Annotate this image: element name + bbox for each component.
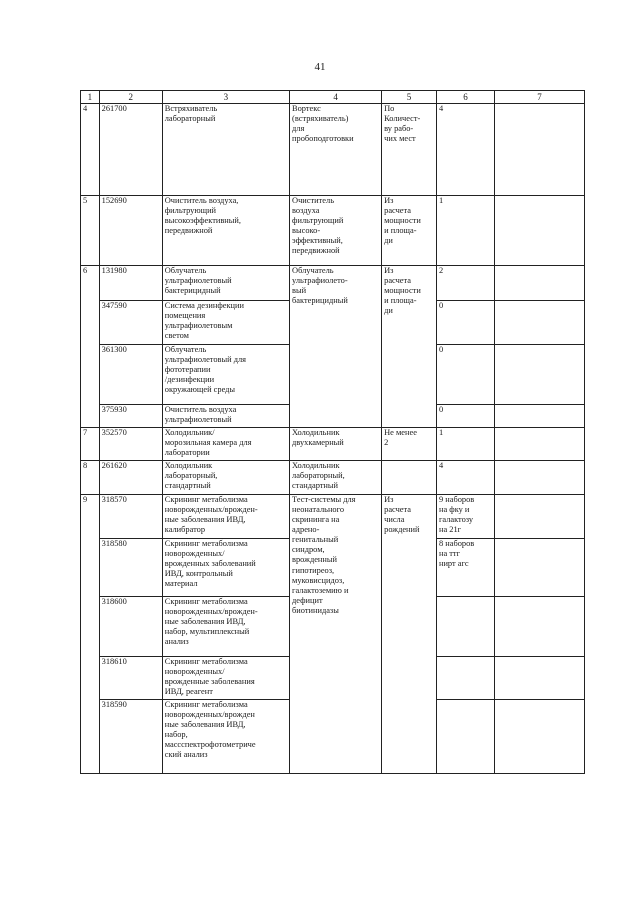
note-cell bbox=[494, 597, 584, 657]
basis-cell: Не менее 2 bbox=[382, 428, 437, 461]
description-cell: Вортекс (встряхиватель) для пробоподготовки bbox=[290, 104, 382, 196]
table-row bbox=[81, 461, 585, 495]
header-cell: 4 bbox=[290, 91, 382, 104]
description-cell: Облучатель ультрафиолето- вый бактерицидный bbox=[290, 266, 382, 428]
description-cell: Очиститель воздуха фильтрующий высоко- эффективный, передвижной bbox=[290, 196, 382, 266]
description-cell: Тест-системы для неонатального скрининга на адрено- генитальный синдром, врожденный гипотиреоз, муковисцидоз, галактоземию и дефицит биотинидазы bbox=[290, 495, 382, 774]
code-cell: 352570 bbox=[99, 428, 162, 461]
note-cell bbox=[494, 345, 584, 405]
code-cell: 375930 bbox=[99, 405, 162, 428]
description-cell: Холодильник двухкамерный bbox=[290, 428, 382, 461]
code-cell: 318590 bbox=[99, 700, 162, 774]
page-number: 41 bbox=[314, 61, 326, 73]
item-number-cell: 7 bbox=[81, 428, 100, 461]
table-row bbox=[81, 495, 585, 539]
note-cell bbox=[494, 539, 584, 597]
quantity-cell: 8 наборов на ттг нирт агс bbox=[436, 539, 494, 597]
name-cell: Скрининг метаболизма новорожденных/ врожденных заболеваний ИВД, контрольный материал bbox=[162, 539, 289, 597]
note-cell bbox=[494, 428, 584, 461]
name-cell: Холодильник лабораторный, стандартный bbox=[162, 461, 289, 495]
quantity-cell bbox=[436, 597, 494, 657]
code-cell: 152690 bbox=[99, 196, 162, 266]
name-cell: Скрининг метаболизма новорожденных/врожден- ные заболевания ИВД, набор, мультиплексный анализ bbox=[162, 597, 289, 657]
table-header-row bbox=[81, 91, 585, 104]
name-cell: Скрининг метаболизма новорожденных/врожден- ные заболевания ИВД, калибратор bbox=[162, 495, 289, 539]
note-cell bbox=[494, 495, 584, 539]
code-cell: 347590 bbox=[99, 301, 162, 345]
name-cell: Облучатель ультрафиолетовый бактерицидный bbox=[162, 266, 289, 301]
name-cell: Встряхиватель лабораторный bbox=[162, 104, 289, 196]
item-number-cell: 4 bbox=[81, 104, 100, 196]
code-cell: 318580 bbox=[99, 539, 162, 597]
code-cell: 361300 bbox=[99, 345, 162, 405]
quantity-cell: 9 наборов на фку и галактозу на 21г bbox=[436, 495, 494, 539]
name-cell: Холодильник/ морозильная камера для лаборатории bbox=[162, 428, 289, 461]
note-cell bbox=[494, 196, 584, 266]
quantity-cell bbox=[436, 657, 494, 700]
code-cell: 318570 bbox=[99, 495, 162, 539]
basis-cell: Из расчета числа рождений bbox=[382, 495, 437, 774]
header-cell: 2 bbox=[99, 91, 162, 104]
quantity-cell: 0 bbox=[436, 405, 494, 428]
item-number-cell: 5 bbox=[81, 196, 100, 266]
note-cell bbox=[494, 266, 584, 301]
quantity-cell: 1 bbox=[436, 196, 494, 266]
basis-cell: Из расчета мощности и площа- ди bbox=[382, 196, 437, 266]
name-cell: Скрининг метаболизма новорожденных/ врожденные заболевания ИВД, реагент bbox=[162, 657, 289, 700]
equipment-table bbox=[80, 90, 585, 774]
table-row bbox=[81, 104, 585, 196]
name-cell: Очиститель воздуха ультрафиолетовый bbox=[162, 405, 289, 428]
header-cell: 7 bbox=[494, 91, 584, 104]
code-cell: 261700 bbox=[99, 104, 162, 196]
note-cell bbox=[494, 104, 584, 196]
name-cell: Облучатель ультрафиолетовый для фототерапии /дезинфекции окружающей среды bbox=[162, 345, 289, 405]
header-cell: 3 bbox=[162, 91, 289, 104]
code-cell: 318600 bbox=[99, 597, 162, 657]
note-cell bbox=[494, 461, 584, 495]
table-row bbox=[81, 266, 585, 301]
item-number-cell: 6 bbox=[81, 266, 100, 428]
header-cell: 1 bbox=[81, 91, 100, 104]
name-cell: Система дезинфекции помещения ультрафиолетовым светом bbox=[162, 301, 289, 345]
note-cell bbox=[494, 301, 584, 345]
note-cell bbox=[494, 657, 584, 700]
note-cell bbox=[494, 700, 584, 774]
quantity-cell: 4 bbox=[436, 461, 494, 495]
quantity-cell: 0 bbox=[436, 345, 494, 405]
quantity-cell bbox=[436, 700, 494, 774]
name-cell: Очиститель воздуха, фильтрующий высокоэффективный, передвижной bbox=[162, 196, 289, 266]
note-cell bbox=[494, 405, 584, 428]
quantity-cell: 0 bbox=[436, 301, 494, 345]
code-cell: 261620 bbox=[99, 461, 162, 495]
item-number-cell: 8 bbox=[81, 461, 100, 495]
quantity-cell: 2 bbox=[436, 266, 494, 301]
header-cell: 5 bbox=[382, 91, 437, 104]
basis-cell: Из расчета мощности и площа- ди bbox=[382, 266, 437, 428]
header-cell: 6 bbox=[436, 91, 494, 104]
description-cell: Холодильник лабораторный, стандартный bbox=[290, 461, 382, 495]
quantity-cell: 1 bbox=[436, 428, 494, 461]
code-cell: 318610 bbox=[99, 657, 162, 700]
quantity-cell: 4 bbox=[436, 104, 494, 196]
table-row bbox=[81, 196, 585, 266]
table-row bbox=[81, 428, 585, 461]
name-cell: Скрининг метаболизма новорожденных/врожден ные заболевания ИВД, набор, массспектрофотометриче ский анализ bbox=[162, 700, 289, 774]
code-cell: 131980 bbox=[99, 266, 162, 301]
basis-cell bbox=[382, 461, 437, 495]
item-number-cell: 9 bbox=[81, 495, 100, 774]
basis-cell: По Количест- ву рабо- чих мест bbox=[382, 104, 437, 196]
